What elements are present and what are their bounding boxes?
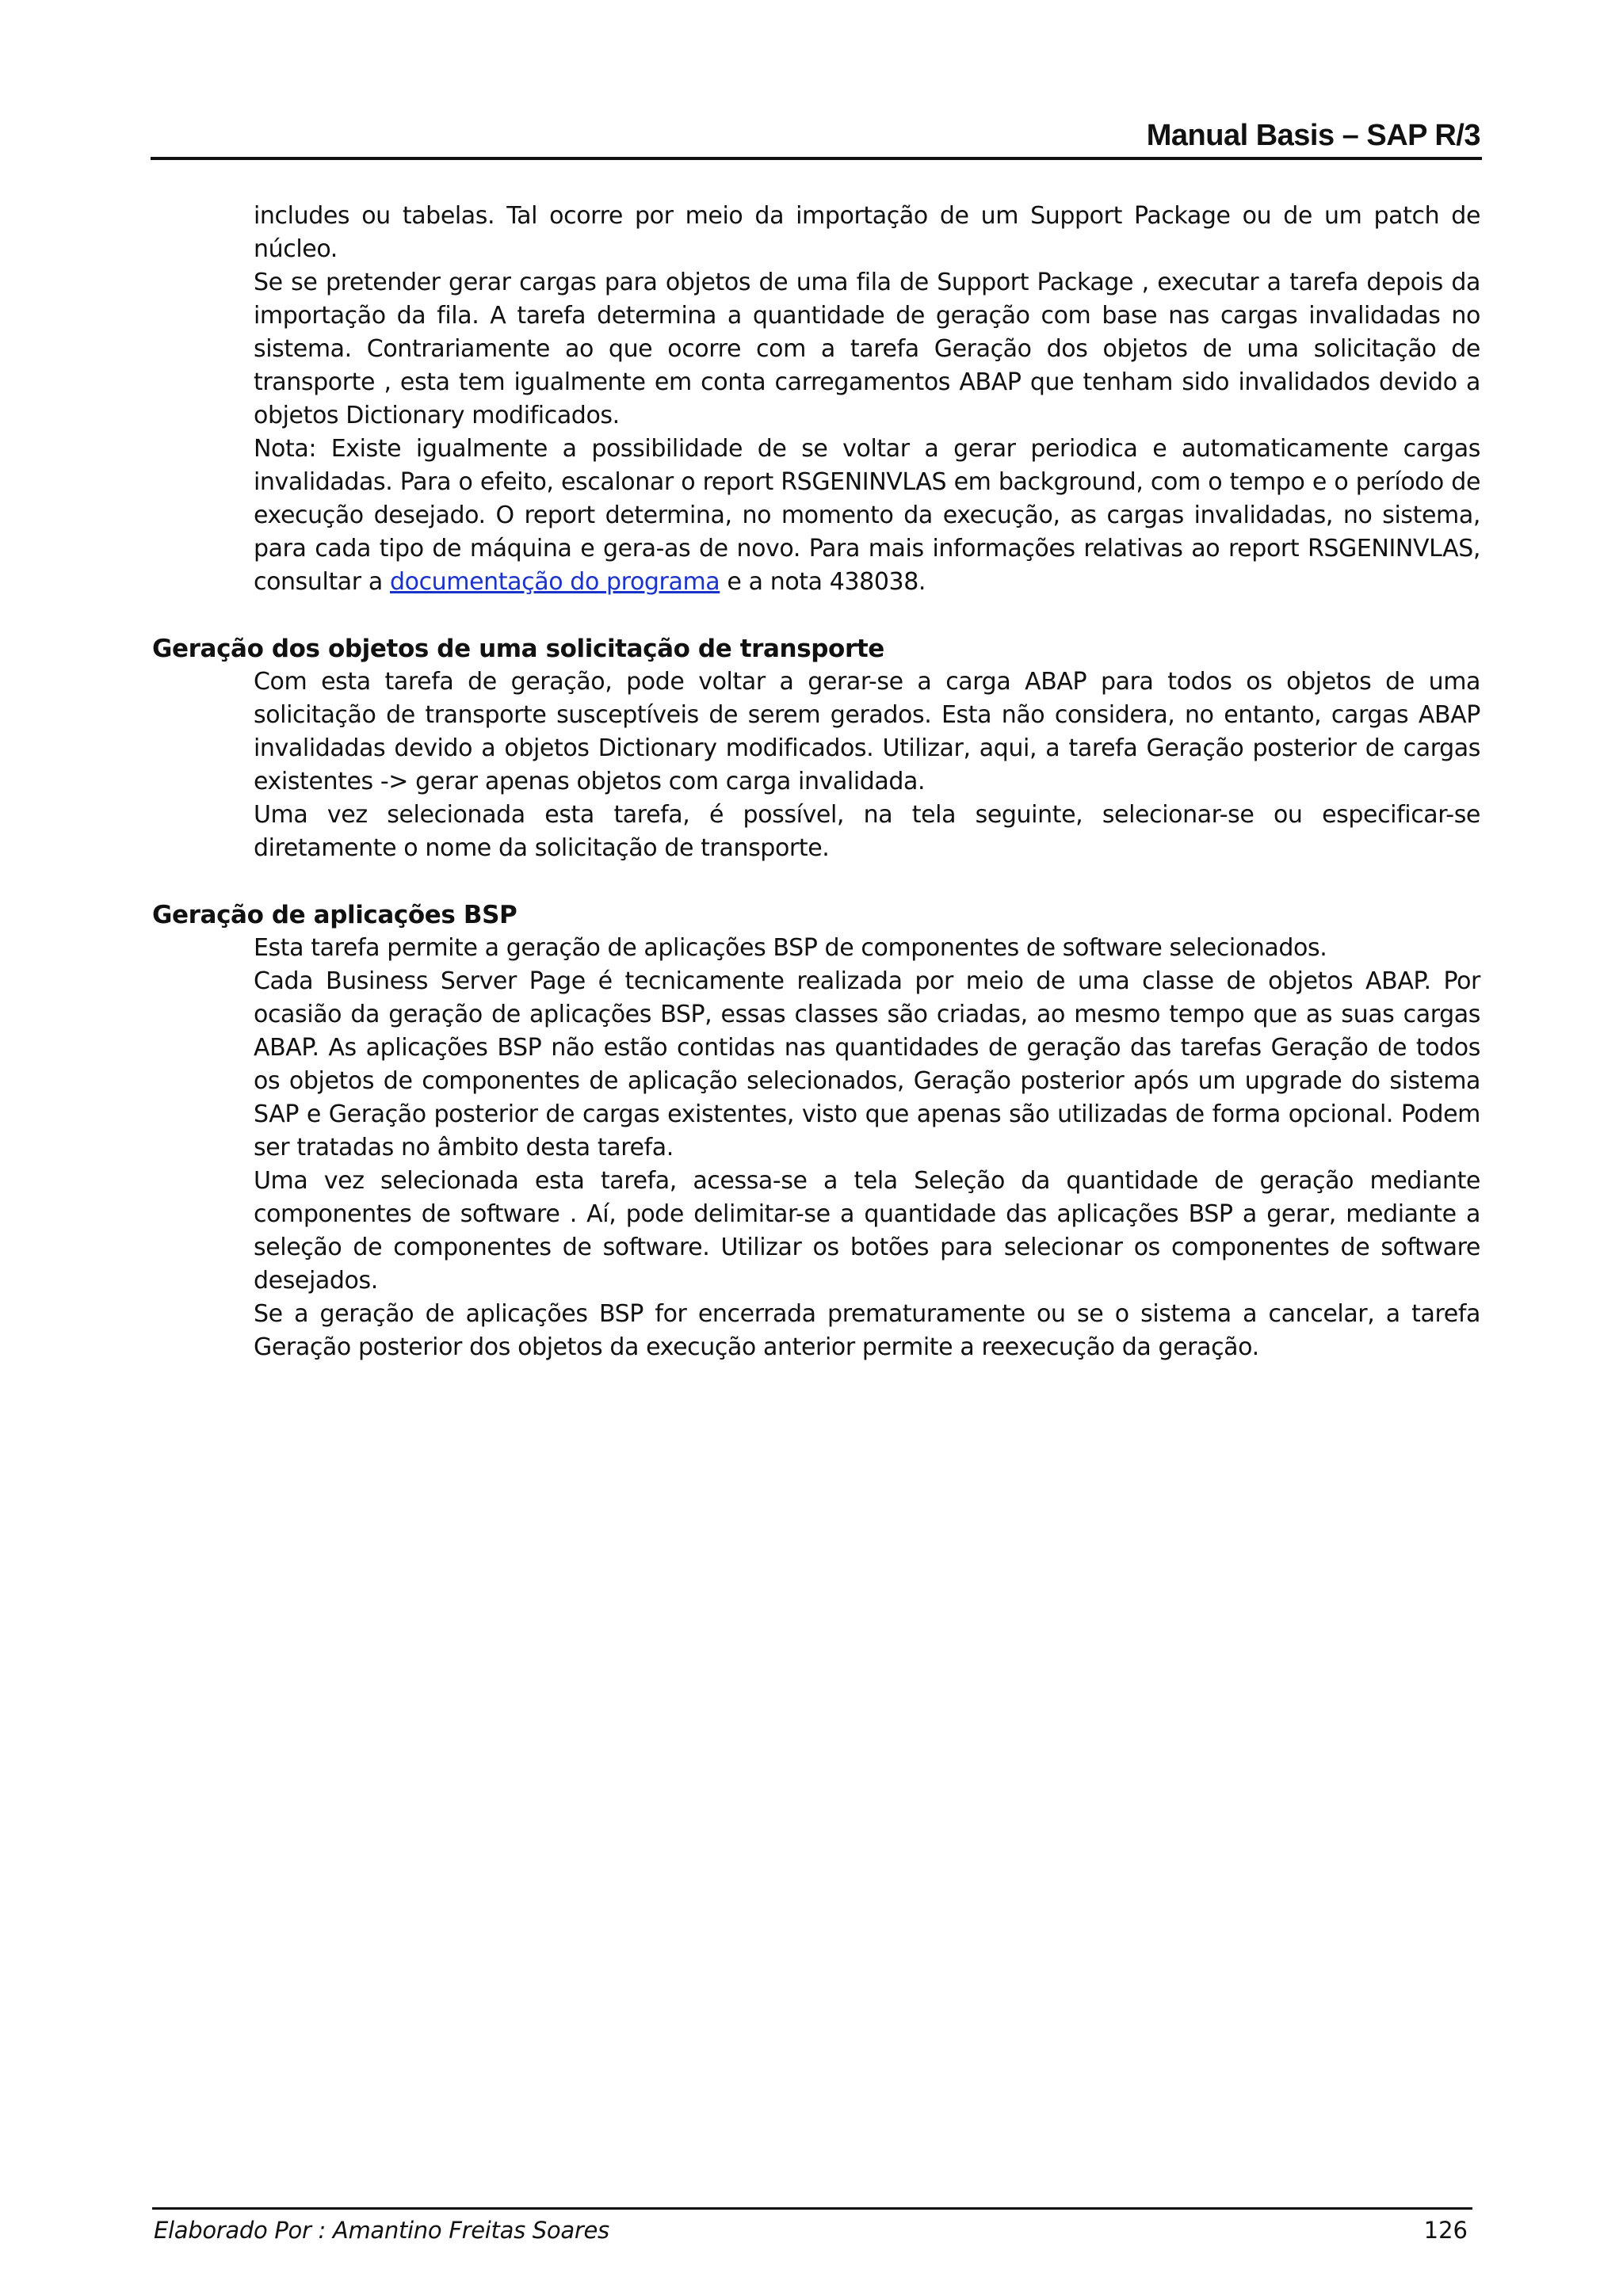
bsp-paragraph-1: Esta tarefa permite a geração de aplicações BSP de componentes de software selecionados.: [254, 934, 1327, 962]
footer-author: Elaborado Por : Amantino Freitas Soares: [154, 2217, 609, 2244]
page-number: 126: [1423, 2217, 1468, 2244]
header-rule: [151, 157, 1482, 160]
footer-rule: [152, 2207, 1472, 2210]
header-title: Manual Basis – SAP R/3: [1146, 119, 1480, 152]
bsp-paragraph-3: Uma vez selecionada esta tarefa, acessa-se a tela Seleção da quantidade de geração mediante componentes de software . Aí, pode delimitar-se a quantidade das aplicações BSP a gerar, mediante a seleção de componentes de software. Utilizar os botões para selecionar os componentes de software desejados.: [254, 1167, 1480, 1295]
intro-paragraph-3-text-after-link: e a nota 438038.: [720, 568, 926, 596]
section-heading-transport: Geração dos objetos de uma solicitação de transporte: [152, 635, 884, 663]
intro-paragraph-3-text-before-link: Nota: Existe igualmente a possibilidade de se voltar a gerar periodica e automaticamente cargas invalidadas. Para o efeito, escalonar o report RSGENINVLAS em background, com o tempo e o período de execução desejado. O report determina, no momento da execução, as cargas invalidadas, no sistema, para cada tipo de máquina e gera-as de novo. Para mais informações relativas ao report RSGENINVLAS, consultar a: [254, 435, 1480, 596]
intro-paragraph-2: Se se pretender gerar cargas para objetos de uma fila de Support Package , executar a tarefa depois da importação da fila. A tarefa determina a quantidade de geração com base nas cargas invalidadas no sistema. Contrariamente ao que ocorre com a tarefa Geração dos objetos de uma solicitação de transporte , esta tem igualmente em conta carregamentos ABAP que tenham sido invalidados devido a objetos Dictionary modificados.: [254, 269, 1480, 429]
transport-paragraph-1: Com esta tarefa de geração, pode voltar a gerar-se a carga ABAP para todos os objetos de uma solicitação de transporte susceptíveis de serem gerados. Esta não considera, no entanto, cargas ABAP invalidadas devido a objetos Dictionary modificados. Utilizar, aqui, a tarefa Geração posterior de cargas existentes -> gerar apenas objetos com carga invalidada.: [254, 668, 1480, 795]
program-documentation-link[interactable]: documentação do programa: [389, 568, 720, 596]
transport-paragraph-2: Uma vez selecionada esta tarefa, é possível, na tela seguinte, selecionar-se ou especificar-se diretamente o nome da solicitação de transporte.: [254, 801, 1480, 862]
bsp-paragraph-4: Se a geração de aplicações BSP for encerrada prematuramente ou se o sistema a cancelar, a tarefa Geração posterior dos objetos da execução anterior permite a reexecução da geração.: [254, 1300, 1480, 1361]
intro-paragraph-1: includes ou tabelas. Tal ocorre por meio da importação de um Support Package ou de um patch de núcleo.: [254, 202, 1480, 263]
page-content: [152, 200, 1480, 1364]
bsp-paragraph-2: Cada Business Server Page é tecnicamente realizada por meio de uma classe de objetos ABAP. Por ocasião da geração de aplicações BSP, essas classes são criadas, ao mesmo tempo que as suas cargas ABAP. As aplicações BSP não estão contidas nas quantidades de geração das tarefas Geração de todos os objetos de componentes de aplicação selecionados, Geração posterior após um upgrade do sistema SAP e Geração posterior de cargas existentes, visto que apenas são utilizadas de forma opcional. Podem ser tratadas no âmbito desta tarefa.: [254, 967, 1480, 1161]
intro-paragraph-3: [254, 433, 1480, 599]
section-heading-bsp: Geração de aplicações BSP: [152, 901, 517, 929]
